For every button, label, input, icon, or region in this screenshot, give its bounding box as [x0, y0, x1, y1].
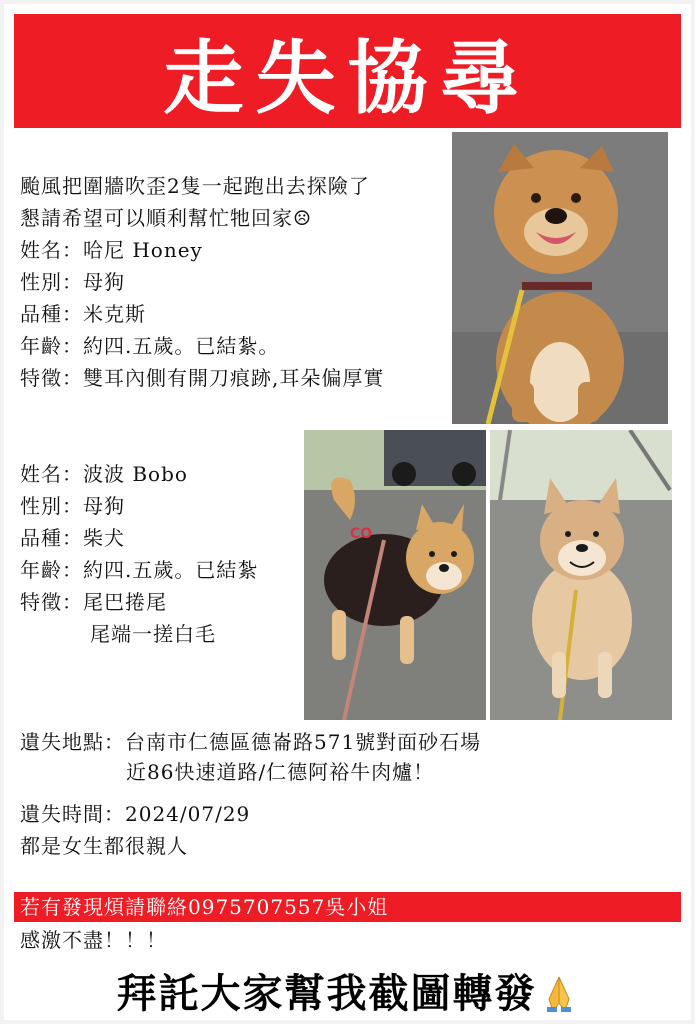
contact-text: 若有發現煩請聯絡0975707557吳小姐 — [20, 895, 389, 919]
honey-age: 年齡：約四.五歲。已結紮。 — [20, 334, 280, 358]
title-banner — [14, 14, 681, 128]
honey-breed: 品種：米克斯 — [20, 302, 146, 326]
poster-title: 走失協尋 — [163, 30, 532, 125]
honey-feature: 特徵：雙耳內側有開刀痕跡,耳朵偏厚實 — [20, 366, 385, 390]
bobo-feature-1: 特徵：尾巴捲尾 — [20, 590, 167, 614]
bobo-breed: 品種：柴犬 — [20, 526, 125, 550]
lost-time: 遺失時間：2024/07/29 — [20, 802, 251, 826]
intro-line-1: 颱風把圍牆吹歪2隻一起跑出去探險了 — [20, 174, 370, 198]
temperament: 都是女生都很親人 — [20, 834, 188, 858]
lost-place-line-1: 遺失地點：台南市仁德區德崙路571號對面砂石場 — [20, 730, 482, 754]
folded-hands-icon — [539, 973, 579, 1013]
bobo-photo-2 — [490, 430, 672, 720]
bobo-sex: 性別：母狗 — [20, 494, 125, 518]
honey-photo — [452, 132, 668, 424]
bobo-feature-2: 尾端一搓白毛 — [90, 622, 216, 646]
share-call-to-action — [0, 962, 695, 1019]
honey-sex: 性別：母狗 — [20, 270, 125, 294]
bobo-age: 年齡：約四.五歲。已結紮 — [20, 558, 259, 582]
bobo-photo-1 — [304, 430, 486, 720]
honey-name: 姓名：哈尼 Honey — [20, 238, 203, 262]
svg-text:CO: CO — [350, 526, 373, 542]
cta-text: 拜託大家幫我截圖轉發 — [116, 971, 537, 1017]
bobo-name: 姓名：波波 Bobo — [20, 462, 188, 486]
thanks-text: 感激不盡！！！ — [20, 928, 167, 952]
contact-banner — [14, 892, 681, 922]
lost-place-line-2: 近86快速道路/仁德阿裕牛肉爐！ — [126, 760, 435, 784]
intro-line-2: 懇請希望可以順利幫忙牠回家☹ — [20, 206, 312, 230]
